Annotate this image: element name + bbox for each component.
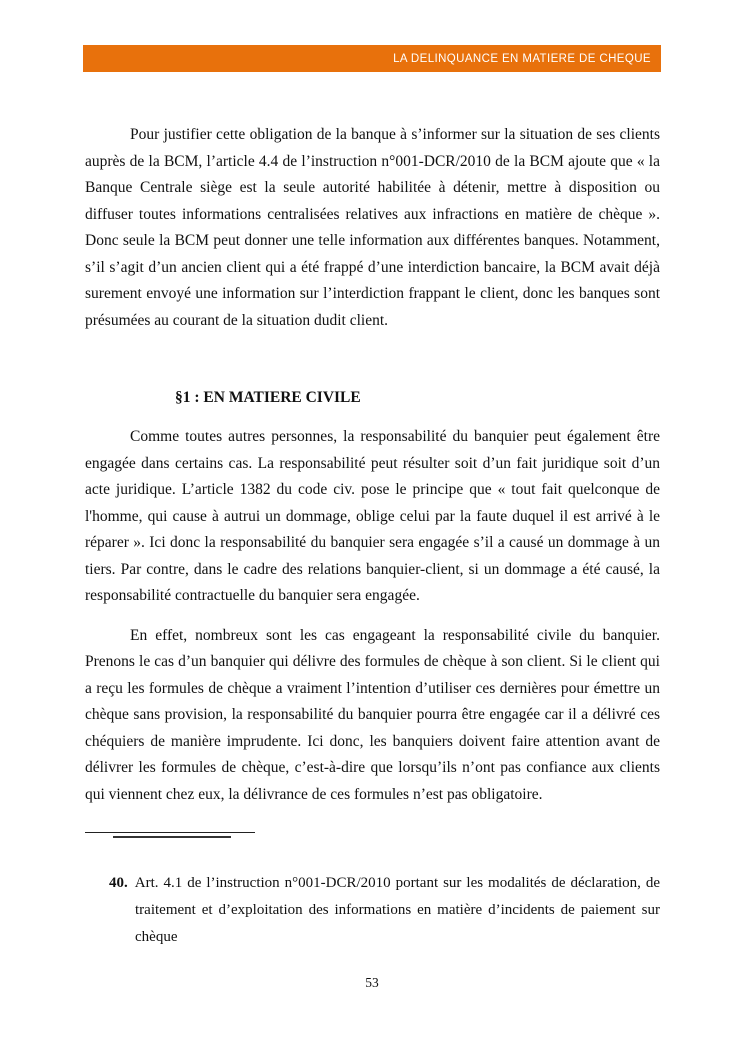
footnote-separator-line <box>85 832 255 833</box>
footnote-separator-line-bold <box>113 836 231 838</box>
paragraph-2: Comme toutes autres personnes, la responsabilité du banquier peut également être engagée dans certains cas. La responsabilité peut résulter soit d’un fait juridique soit d’un acte juridique. L’article 1382 du code civ. pose le principe que « tout fait quelconque de l'homme, qui cause à autrui un dommage, oblige celui par la faute duquel il est arrivé à le réparer ». Ici donc la responsabilité du banquier sera engagée s’il a causé un dommage à un tiers. Par contre, dans le cadre des relations banquier-client, si un dommage a été causé, la responsabilité contractuelle du banquier sera engagée. <box>85 428 660 604</box>
footnote-separator <box>85 832 660 840</box>
header-bar <box>83 45 661 72</box>
page-content <box>85 122 660 951</box>
page-number: 53 <box>365 975 379 990</box>
header-title: LA DELINQUANCE EN MATIERE DE CHEQUE <box>393 52 651 65</box>
footnote-text: Art. 4.1 de l’instruction n°001-DCR/2010 portant sur les modalités de déclaration, de traitement et d’exploitation des informations en matière d’incidents de paiement sur chèque <box>134 875 660 945</box>
paragraph-1: Pour justifier cette obligation de la banque à s’informer sur la situation de ses clients auprès de la BCM, l’article 4.4 de l’instruction n°001-DCR/2010 de la BCM ajoute que « la Banque Centrale siège est la seule autorité habilitée à détenir, mettre à disposition ou diffuser toutes informations centralisées relatives aux infractions en matière de chèque ». Donc seule la BCM peut donner une telle information aux différentes banques. Notamment, s’il s’agit d’un ancien client qui a été frappé d’une interdiction bancaire, la BCM avait déjà surement envoyé une information sur l’interdiction frappant le client, donc les banques sont présumées au courant de la situation dudit client. <box>85 126 660 329</box>
paragraph-3: En effet, nombreux sont les cas engageant la responsabilité civile du banquier. Prenons le cas d’un banquier qui délivre des formules de chèque à son client. Si le client qui a reçu les formules de chèque a vraiment l’intention d’utiliser ces dernières pour émettre un chèque sans provision, la responsabilité du banquier pourra être engagée car il a délivré ces chéquiers de manière imprudente. Ici donc, les banquiers doivent faire attention avant de délivrer les formules de chèque, c’est-à-dire que lorsqu’ils n’ont pas confiance aux clients qui viennent chez eux, la délivrance de ces formules n’est pas obligatoire. <box>85 626 660 803</box>
footnote <box>85 870 660 951</box>
section-heading: §1 : EN MATIERE CIVILE <box>175 389 361 406</box>
footnote-number: 40. <box>109 875 128 891</box>
